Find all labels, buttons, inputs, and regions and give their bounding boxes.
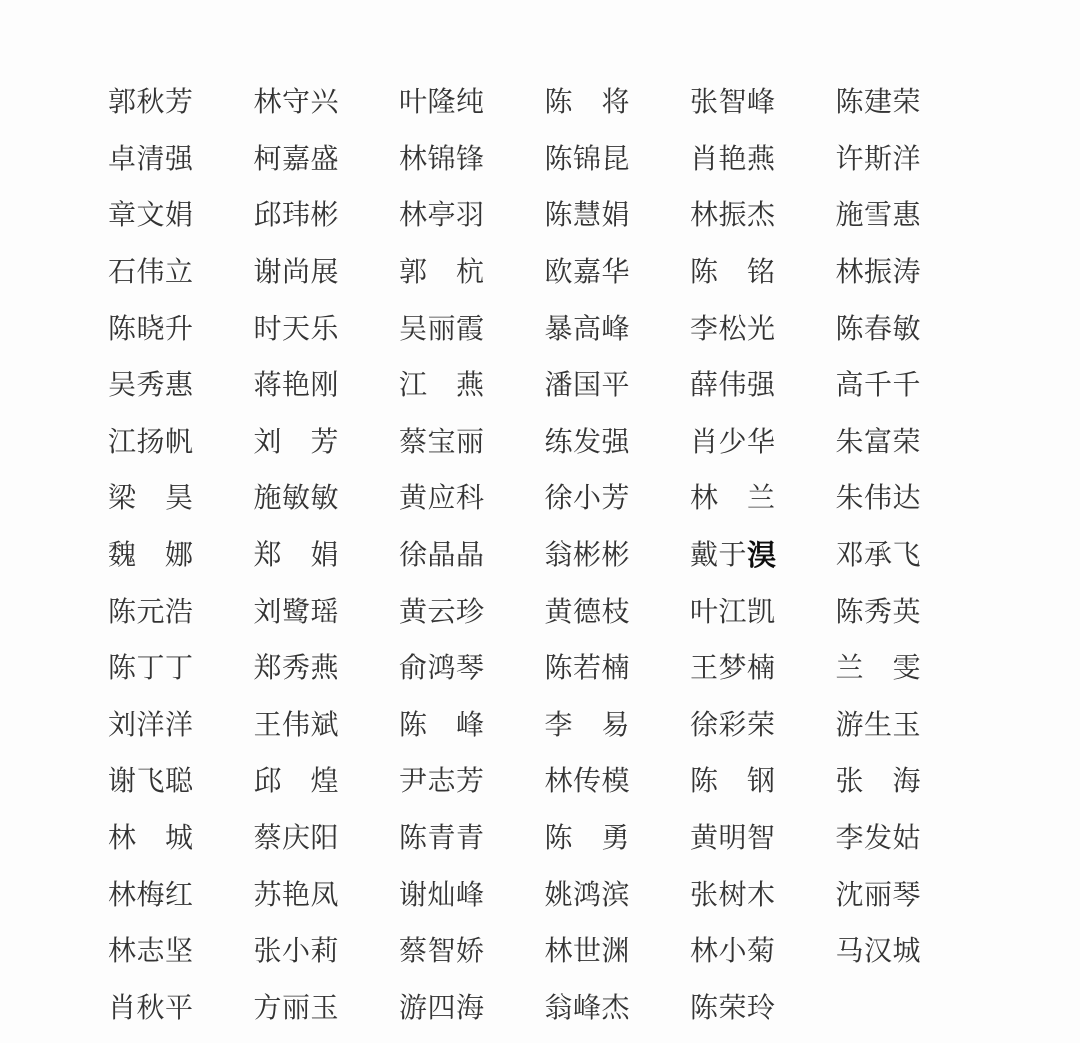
- name-cell: 林志坚: [108, 936, 194, 968]
- name-cell: 徐小芳: [544, 483, 631, 515]
- name-cell: 王伟斌: [253, 709, 340, 741]
- name-cell: 黄应科: [399, 483, 485, 515]
- name-cell: 刘 芳: [253, 426, 340, 458]
- name-cell: 暴高峰: [544, 313, 631, 345]
- name-cell: 蔡庆阳: [253, 823, 340, 855]
- name-cell: 梁 昊: [108, 483, 194, 515]
- name-cell: 林亭羽: [399, 200, 485, 232]
- name-cell: 陈若楠: [544, 653, 631, 685]
- name-cell: 陈慧娟: [544, 200, 631, 232]
- name-cell: 朱富荣: [835, 426, 922, 458]
- name-cell: 黄云珍: [399, 596, 485, 628]
- name-cell: 张树木: [690, 879, 776, 911]
- name-cell: 游四海: [399, 992, 485, 1024]
- name-cell: 江扬帆: [108, 426, 194, 458]
- name-cell: 林振杰: [690, 200, 776, 232]
- name-cell: 高千千: [835, 370, 922, 402]
- name-cell: 石伟立: [108, 257, 194, 289]
- name-cell: 兰 雯: [835, 653, 922, 685]
- name-cell: 陈 将: [544, 87, 631, 119]
- name-cell: 吴秀惠: [108, 370, 194, 402]
- name-cell: 沈丽琴: [835, 879, 922, 911]
- name-cell: 谢尚展: [253, 257, 340, 289]
- name-cell: 陈锦昆: [544, 143, 631, 175]
- name-cell: 章文娟: [108, 200, 194, 232]
- name-cell: 江 燕: [399, 370, 485, 402]
- name-cell: 林振涛: [835, 257, 922, 289]
- name-cell: 蔡智娇: [399, 936, 485, 968]
- name-cell: 郑 娟: [253, 540, 340, 572]
- name-cell: 刘洋洋: [108, 709, 194, 741]
- name-cell: 朱伟达: [835, 483, 922, 515]
- name-cell: 蒋艳刚: [253, 370, 340, 402]
- name-cell: 徐晶晶: [399, 540, 485, 572]
- name-cell: 陈丁丁: [108, 653, 194, 685]
- name-cell: 陈荣玲: [690, 992, 776, 1024]
- name-cell: 林小菊: [690, 936, 776, 968]
- name-cell: 游生玉: [835, 709, 922, 741]
- name-cell: 郭秋芳: [108, 87, 194, 119]
- name-cell: 陈春敏: [835, 313, 922, 345]
- name-cell: 邱 煌: [253, 766, 340, 798]
- rare-glyph: 淏: [747, 539, 777, 572]
- name-cell: 魏 娜: [108, 540, 194, 572]
- name-grid: [108, 72, 981, 1034]
- name-cell: 俞鸿琴: [399, 653, 485, 685]
- name-cell: 施雪惠: [835, 200, 922, 232]
- name-cell: 陈 钢: [690, 766, 776, 798]
- name-cell: 尹志芳: [399, 766, 485, 798]
- name-cell: 林 兰: [690, 483, 776, 515]
- name-cell: 柯嘉盛: [253, 143, 340, 175]
- name-cell: 苏艳凤: [253, 879, 340, 911]
- name-cell: 肖艳燕: [690, 143, 776, 175]
- name-cell: 刘鹭瑶: [253, 596, 340, 628]
- name-cell: 张智峰: [690, 87, 776, 119]
- name-cell: 叶隆纯: [399, 87, 485, 119]
- name-cell: 林传模: [544, 766, 631, 798]
- name-cell: 林锦锋: [399, 143, 485, 175]
- name-cell: 陈元浩: [108, 596, 194, 628]
- name-cell: 蔡宝丽: [399, 426, 485, 458]
- name-cell: 李松光: [690, 313, 776, 345]
- name-cell: 陈 铭: [690, 257, 776, 289]
- name-cell: 邓承飞: [835, 540, 922, 572]
- name-cell: 王梦楠: [690, 653, 776, 685]
- name-cell: 郑秀燕: [253, 653, 340, 685]
- name-cell: 肖秋平: [108, 992, 194, 1024]
- name-text: 戴于: [690, 540, 748, 572]
- name-cell: 肖少华: [690, 426, 776, 458]
- name-cell: 谢飞聪: [108, 766, 194, 798]
- name-cell: 张 海: [835, 766, 922, 798]
- name-cell: 黄德枝: [544, 596, 631, 628]
- name-cell: 许斯洋: [835, 143, 922, 175]
- name-cell: 陈晓升: [108, 313, 194, 345]
- name-cell: 练发强: [544, 426, 631, 458]
- name-cell: 姚鸿滨: [544, 879, 631, 911]
- name-cell: 吴丽霞: [399, 313, 485, 345]
- name-cell: 薛伟强: [690, 370, 776, 402]
- name-cell: 邱玮彬: [253, 200, 340, 232]
- name-cell: 谢灿峰: [399, 879, 485, 911]
- name-cell: 郭 杭: [399, 257, 485, 289]
- name-cell: 林梅红: [108, 879, 194, 911]
- name-cell: 卓清强: [108, 143, 194, 175]
- name-cell: 叶江凯: [690, 596, 776, 628]
- name-cell: 张小莉: [253, 936, 340, 968]
- name-cell: 陈青青: [399, 823, 485, 855]
- name-cell: 陈 勇: [544, 823, 631, 855]
- name-cell: 潘国平: [544, 370, 631, 402]
- name-cell: 徐彩荣: [690, 709, 776, 741]
- name-cell: 陈秀英: [835, 596, 922, 628]
- name-cell: [690, 525, 836, 582]
- name-cell: 陈 峰: [399, 709, 485, 741]
- name-cell: 陈建荣: [835, 87, 922, 119]
- name-cell: 林守兴: [253, 87, 340, 119]
- name-cell: 时天乐: [253, 313, 340, 345]
- name-cell: 欧嘉华: [544, 257, 631, 289]
- name-cell: 方丽玉: [253, 992, 340, 1024]
- name-cell: 黄明智: [690, 823, 776, 855]
- name-cell: 翁彬彬: [544, 540, 631, 572]
- name-cell: 林世渊: [544, 936, 631, 968]
- name-cell: 翁峰杰: [544, 992, 631, 1024]
- name-cell: 林 城: [108, 823, 194, 855]
- name-cell: 李 易: [544, 709, 631, 741]
- name-cell: 李发姑: [835, 823, 922, 855]
- name-cell: 马汉城: [835, 936, 922, 968]
- name-cell: 施敏敏: [253, 483, 340, 515]
